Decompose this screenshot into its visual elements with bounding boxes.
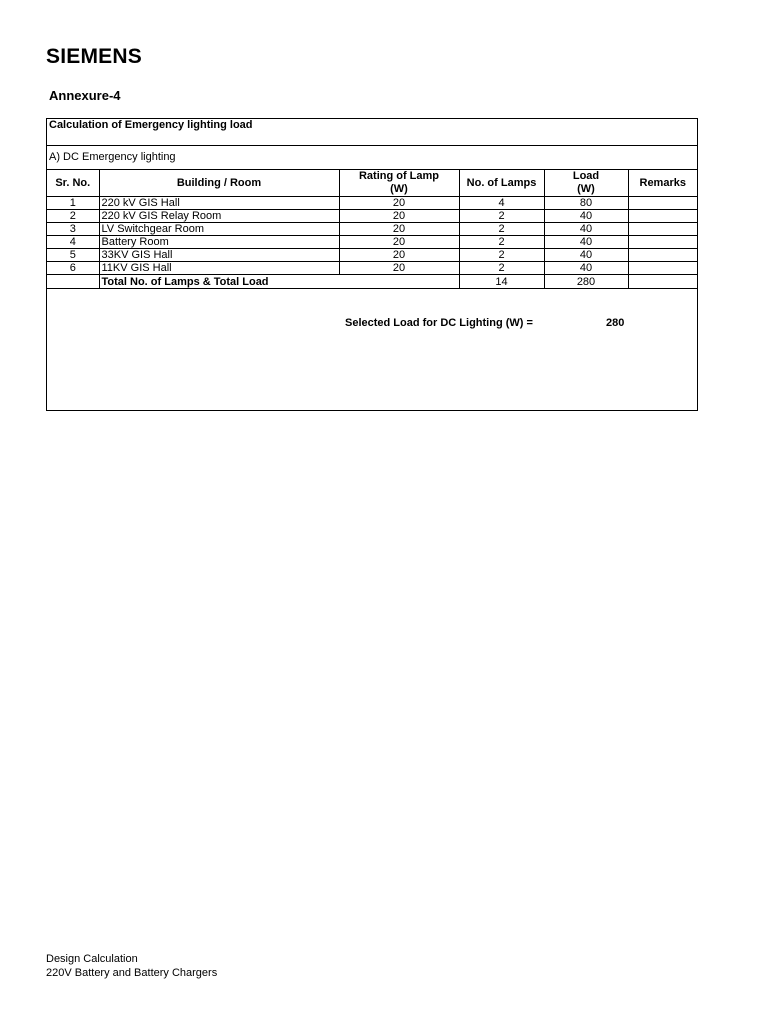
section-heading: A) DC Emergency lighting (49, 151, 176, 163)
cell-lamps: 2 (459, 223, 544, 236)
table-row (47, 262, 697, 275)
cell-sr: 1 (47, 197, 99, 210)
col-header-no-lamps: No. of Lamps (459, 170, 544, 197)
table-row (47, 236, 697, 249)
annexure-heading: Annexure-4 (49, 88, 121, 103)
cell-rating: 20 (339, 249, 459, 262)
cell-rating: 20 (339, 236, 459, 249)
cell-total-remarks (628, 275, 697, 289)
cell-lamps: 2 (459, 236, 544, 249)
cell-sr: 4 (47, 236, 99, 249)
col-header-rating-line1: Rating of Lamp (358, 170, 440, 182)
table-row (47, 249, 697, 262)
cell-sr: 5 (47, 249, 99, 262)
total-row (47, 275, 697, 289)
cell-lamps: 4 (459, 197, 544, 210)
cell-rating: 20 (339, 262, 459, 275)
table-header-row (47, 170, 697, 197)
cell-remarks (628, 197, 697, 210)
cell-lamps: 2 (459, 249, 544, 262)
table-row (47, 210, 697, 223)
cell-remarks (628, 223, 697, 236)
table-row (47, 223, 697, 236)
cell-building: 220 kV GIS Hall (99, 197, 339, 210)
footer-line-1: Design Calculation (46, 953, 138, 965)
cell-building: 33KV GIS Hall (99, 249, 339, 262)
cell-sr: 2 (47, 210, 99, 223)
col-header-remarks: Remarks (628, 170, 697, 197)
cell-building: Battery Room (99, 236, 339, 249)
selected-load-label: Selected Load for DC Lighting (W) = (345, 317, 533, 329)
cell-load: 80 (544, 197, 628, 210)
total-label: Total No. of Lamps & Total Load (99, 275, 459, 289)
cell-rating: 20 (339, 223, 459, 236)
calculation-title-row (47, 119, 697, 146)
cell-load: 40 (544, 249, 628, 262)
cell-building: 11KV GIS Hall (99, 262, 339, 275)
cell-lamps: 2 (459, 262, 544, 275)
cell-load: 40 (544, 210, 628, 223)
cell-load: 40 (544, 223, 628, 236)
col-header-rating (339, 170, 459, 197)
col-header-rating-line2: (W) (390, 183, 408, 195)
cell-total-blank (47, 275, 99, 289)
cell-load: 40 (544, 236, 628, 249)
cell-rating: 20 (339, 210, 459, 223)
col-header-load-line1: Load (572, 170, 600, 182)
calculation-title: Calculation of Emergency lighting load (49, 119, 253, 131)
siemens-logo: SIEMENS (46, 45, 142, 68)
footer-line-2: 220V Battery and Battery Chargers (46, 967, 218, 979)
cell-remarks (628, 262, 697, 275)
selected-load-value: 280 (606, 317, 625, 329)
col-header-sr-no: Sr. No. (47, 170, 99, 197)
calculation-frame (46, 118, 698, 411)
col-header-building: Building / Room (99, 170, 339, 197)
cell-remarks (628, 236, 697, 249)
cell-lamps: 2 (459, 210, 544, 223)
document-footer (46, 952, 217, 980)
cell-sr: 6 (47, 262, 99, 275)
col-header-load-line2: (W) (577, 183, 595, 195)
lighting-load-table (47, 169, 697, 289)
cell-building: LV Switchgear Room (99, 223, 339, 236)
cell-remarks (628, 249, 697, 262)
table-row (47, 197, 697, 210)
total-load: 280 (544, 275, 628, 289)
total-lamps: 14 (459, 275, 544, 289)
cell-building: 220 kV GIS Relay Room (99, 210, 339, 223)
cell-load: 40 (544, 262, 628, 275)
col-header-load (544, 170, 628, 197)
cell-remarks (628, 210, 697, 223)
cell-rating: 20 (339, 197, 459, 210)
cell-sr: 3 (47, 223, 99, 236)
